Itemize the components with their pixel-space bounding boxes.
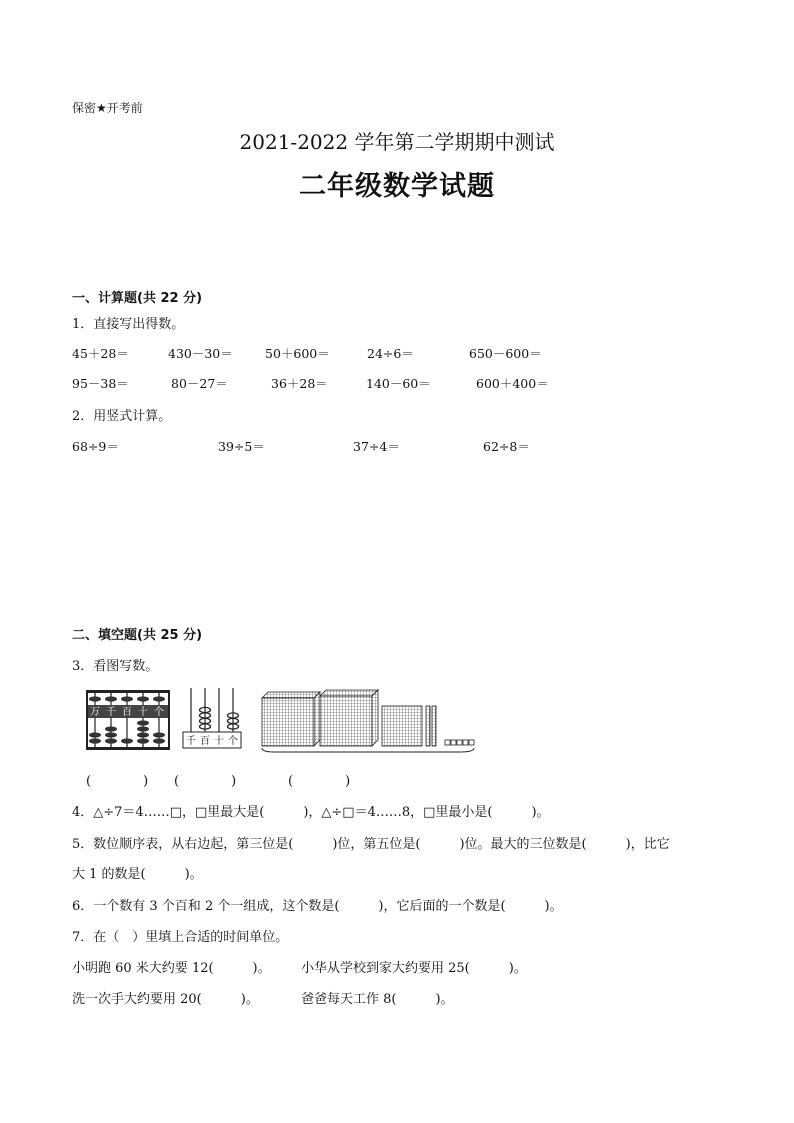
q1-item: 95－38＝ — [72, 376, 129, 391]
q4-text: 4．△÷7＝4……□，□里最大是( )，△÷□＝4……8，□里最小是( )。 — [72, 805, 550, 820]
abacus-1-label: 个 — [154, 707, 164, 718]
q2-item: 62÷8＝ — [483, 439, 530, 454]
q6-text: 6．一个数有 3 个百和 2 个一组成，这个数是( )，它后面的一个数是( )。 — [72, 899, 563, 914]
q3-answer-3[interactable]: ( ) — [288, 774, 351, 789]
q2-prompt: 2．用竖式计算。 — [72, 409, 172, 424]
q3-prompt: 3．看图写数。 — [72, 659, 159, 674]
q7-item-b: 小华从学校到家大约要用 25( )。 — [301, 961, 527, 976]
confidential-label: 保密★开考前 — [72, 101, 143, 115]
q1-prompt: 1．直接写出得数。 — [72, 317, 185, 332]
q2-item: 68÷9＝ — [72, 439, 119, 454]
frame-label: 个 — [228, 736, 238, 747]
frame-label: 十 — [214, 736, 224, 747]
thousand-cube-2 — [320, 690, 378, 746]
abacus-1-label: 万 — [90, 707, 100, 718]
q5-text-continued: 大 1 的数是( )。 — [72, 867, 203, 882]
q3-answer-1[interactable]: ( ) — [86, 774, 149, 789]
abacus-1 — [86, 690, 170, 750]
q1-item: 430－30＝ — [168, 346, 233, 361]
q5-text: 5．数位顺序表，从右边起，第三位是( )位，第五位是( )位。最大的三位数是( )，比它 — [72, 837, 670, 852]
q1-item: 24÷6＝ — [367, 346, 414, 361]
frame-label: 千 — [186, 736, 196, 747]
grouping-brace — [262, 748, 474, 752]
thousand-cube-1 — [262, 692, 320, 746]
abacus-1-label: 十 — [138, 707, 148, 718]
q7-item-c: 洗一次手大约要用 20( )。 — [72, 992, 259, 1007]
unit-cubes — [445, 740, 474, 745]
exam-subtitle: 二年级数学试题 — [299, 171, 495, 202]
frame-label: 百 — [200, 736, 210, 747]
ten-rods — [426, 706, 436, 746]
q7-item-d: 爸爸每天工作 8( )。 — [301, 992, 454, 1007]
q1-item: 36＋28＝ — [271, 376, 328, 391]
q1-item: 650－600＝ — [469, 346, 542, 361]
abacus-1-label: 百 — [122, 707, 132, 718]
counting-figure — [84, 688, 476, 754]
q2-item: 39÷5＝ — [218, 439, 265, 454]
q3-answer-2[interactable]: ( ) — [174, 774, 237, 789]
q7-item-a: 小明跑 60 米大约要 12( )。 — [72, 961, 271, 976]
exam-title: 2021-2022 学年第二学期期中测试 — [239, 130, 555, 154]
section-1-heading: 一、计算题(共 22 分) — [72, 291, 203, 306]
q1-item: 600＋400＝ — [476, 376, 549, 391]
q2-item: 37÷4＝ — [353, 439, 400, 454]
q1-item: 140－60＝ — [366, 376, 431, 391]
hundred-flat — [382, 706, 422, 746]
section-2-heading: 二、填空题(共 25 分) — [72, 628, 203, 643]
q1-item: 80－27＝ — [171, 376, 228, 391]
abacus-1-label: 千 — [106, 707, 116, 718]
q7-prompt: 7．在（ ）里填上合适的时间单位。 — [72, 930, 289, 945]
counting-frame — [183, 688, 241, 748]
q1-item: 50＋600＝ — [265, 346, 330, 361]
q1-item: 45＋28＝ — [72, 346, 129, 361]
